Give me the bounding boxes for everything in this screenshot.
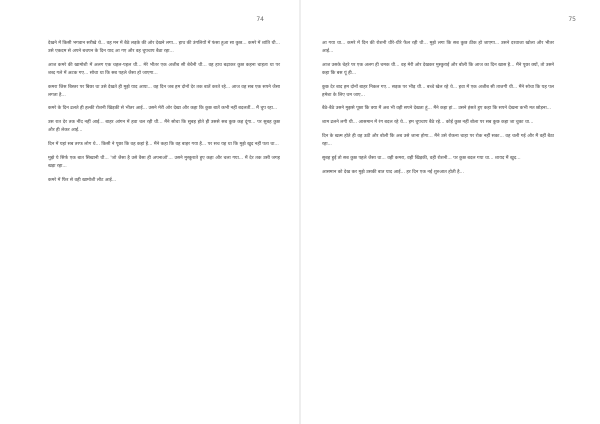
paragraph: दिन के खत्म होते ही वह उठी और बोली कि अब उसे जाना होगा... मैंने उसे रोकना चाहा पर रोक नहीं सका... वह चली गई और मैं वहीं बैठा रहा... xyxy=(322,134,554,148)
paragraph: कमरे में फिर से वही खामोशी लौट आई... xyxy=(48,177,117,183)
paragraph: आज उसके चेहरे पर एक अलग ही चमक थी... वह मेरी ओर देखकर मुस्कुराई और बोली कि आज का दिन खास है... मैंने पूछा क्यों, तो उसने कहा कि बस यूं ही... xyxy=(322,62,554,76)
paragraph: बैठे-बैठे उसने मुझसे पूछा कि क्या मैं अब भी वही सपने देखता हूं... मैंने कहा हां... उसने हंसते हुए कहा कि सपने देखना कभी मत छोड़ना... xyxy=(322,106,552,112)
page-number: 75 xyxy=(568,16,576,23)
paragraph: कुछ देर बाद हम दोनों बाहर निकल गए... सड़क पर भीड़ थी... बच्चे खेल रहे थे... हवा में एक अजीब सी ताजगी थी... मैंने सोचा कि यह पल हमेशा के लिए थम जाए... xyxy=(322,84,554,98)
paragraph: देखने में किसी भगवान सरीखे थे... वह मन में बैठे लड़के की ओर देखने लगा... हाथ की उंगलियों में फंसा हुआ सा कुछ... कमरे में शांति थी... उसे एकदम से अपने बचपन के दिन याद आ गए और वह चुपचाप बैठा रहा... xyxy=(48,41,280,54)
paragraph: उस रात देर तक नींद नहीं आई... बाहर आंगन में हवा चल रही थी... मैंने सोचा कि सुबह होते ही उससे सब कुछ कह दूंगा... पर सुबह कुछ और ही लेकर आई... xyxy=(48,120,280,134)
right-page xyxy=(300,0,600,424)
paragraph: शाम ढलने लगी थी... आसमान में रंग बदल रहे थे... हम चुपचाप बैठे रहे... कोई कुछ नहीं बोला पर सब कुछ कहा जा चुका था... xyxy=(322,120,534,126)
paragraph: आ गया था... कमरे में दिन की रोशनी धीरे-धीरे फैल रही थी... मुझे लगा कि सब कुछ ठीक हो जाएगा... उसने दरवाजा खोला और भीतर आई... xyxy=(322,41,554,54)
paragraph: मुझे ये सिर्फ एक बात सिखानी थी... 'जो जैसा है उसे वैसा ही अपनाओ'... उसने मुस्कुराते हुए कहा और चला गया... मैं देर तक उसी जगह खड़ा रहा... xyxy=(48,156,280,169)
paragraph: कमरे के दिन ढलते ही हल्की रोशनी खिड़की से भीतर आई... उसने मेरी ओर देखा और कहा कि कुछ बातें कभी नहीं बदलतीं... मैं चुप रहा... xyxy=(48,106,278,112)
page-number: 74 xyxy=(256,16,264,23)
paragraph: सुबह हुई तो सब कुछ पहले जैसा था... वही कमरा, वही खिड़की, वही रोशनी... पर कुछ बदल गया था... शायद मैं खुद... xyxy=(322,156,521,162)
paragraph: कमरा जिस बिस्तर पर बिछा था उसे देखते ही मुझे याद आया... वह दिन जब हम दोनों देर तक बातें करते रहे... आज वह सब एक सपने जैसा लगता है... xyxy=(48,84,280,98)
paragraph: दिन में यहां सब तरफ लोग थे... किसी ने पूछा कि वह कहां है... मैंने कहा कि वह बाहर गया है... पर सच यह था कि मुझे खुद नहीं पता था... xyxy=(48,142,279,148)
paragraph: आसमान को देख कर मुझे उसकी बात याद आई... हर दिन एक नई शुरुआत होती है... xyxy=(322,169,464,175)
paragraph: आज कमरे की खामोशी में अलग एक चहल-पहल थी... मेरे भीतर एक अजीब सी बेचैनी थी... वह हाथ बढ़ाकर कुछ कहना चाहता था पर शब्द गले में अटक गए... सोचा था कि सब पहले जैसा हो जाएगा... xyxy=(48,62,280,76)
